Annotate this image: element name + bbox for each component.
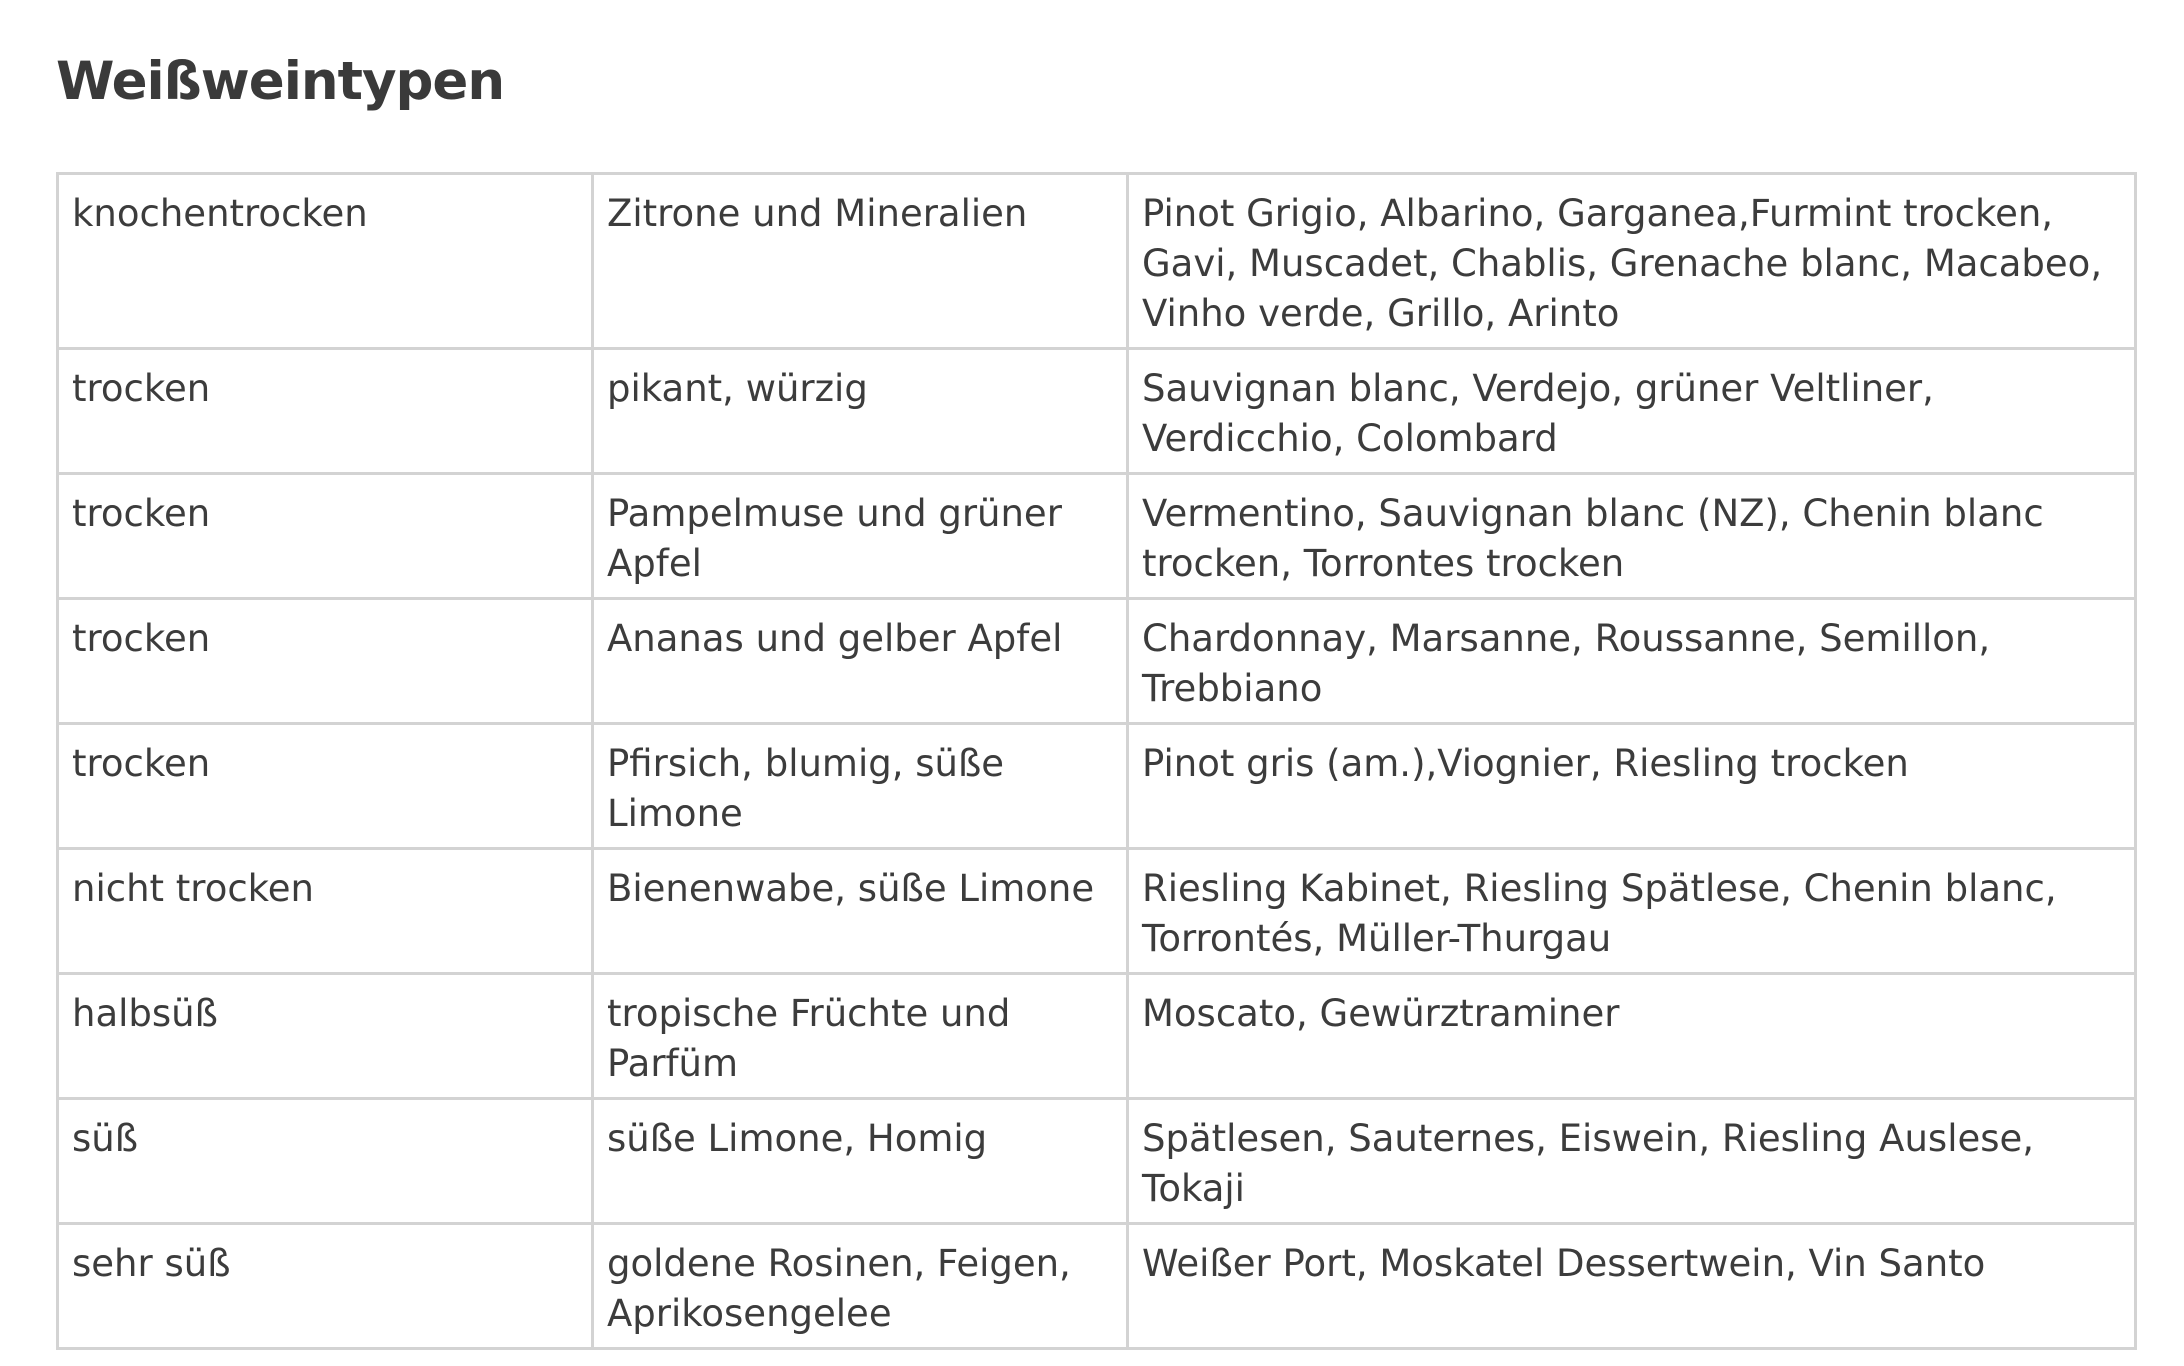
sweetness-cell: trocken xyxy=(58,474,593,599)
wine-types-table xyxy=(56,172,2137,1350)
aroma-cell: süße Limone, Homig xyxy=(593,1099,1128,1224)
document-page xyxy=(56,46,2134,1350)
sweetness-cell: halbsüß xyxy=(58,974,593,1099)
varieties-cell: Pinot gris (am.),Viognier, Riesling trocken xyxy=(1128,724,2136,849)
sweetness-cell: knochentrocken xyxy=(58,174,593,349)
sweetness-cell: sehr süß xyxy=(58,1224,593,1349)
table-row xyxy=(58,974,2136,1099)
varieties-cell: Riesling Kabinet, Riesling Spätlese, Chenin blanc, Torrontés, Müller-Thurgau xyxy=(1128,849,2136,974)
sweetness-cell: trocken xyxy=(58,349,593,474)
aroma-cell: tropische Früchte und Parfüm xyxy=(593,974,1128,1099)
aroma-cell: Pfirsich, blumig, süße Limone xyxy=(593,724,1128,849)
sweetness-cell: nicht trocken xyxy=(58,849,593,974)
aroma-cell: Pampelmuse und grüner Apfel xyxy=(593,474,1128,599)
varieties-cell: Sauvignan blanc, Verdejo, grüner Veltliner, Verdicchio, Colombard xyxy=(1128,349,2136,474)
aroma-cell: Ananas und gelber Apfel xyxy=(593,599,1128,724)
aroma-cell: Zitrone und Mineralien xyxy=(593,174,1128,349)
page-title: Weißweintypen xyxy=(56,51,505,112)
varieties-cell: Vermentino, Sauvignan blanc (NZ), Chenin blanc trocken, Torrontes trocken xyxy=(1128,474,2136,599)
table-row xyxy=(58,1224,2136,1349)
varieties-cell: Weißer Port, Moskatel Dessertwein, Vin Santo xyxy=(1128,1224,2136,1349)
sweetness-cell: trocken xyxy=(58,724,593,849)
table-row xyxy=(58,349,2136,474)
varieties-cell: Pinot Grigio, Albarino, Garganea,Furmint trocken, Gavi, Muscadet, Chablis, Grenache blanc, Macabeo, Vinho verde, Grillo, Arinto xyxy=(1128,174,2136,349)
table-row xyxy=(58,724,2136,849)
sweetness-cell: trocken xyxy=(58,599,593,724)
table-row xyxy=(58,474,2136,599)
table-row xyxy=(58,174,2136,349)
varieties-cell: Chardonnay, Marsanne, Roussanne, Semillon, Trebbiano xyxy=(1128,599,2136,724)
sweetness-cell: süß xyxy=(58,1099,593,1224)
varieties-cell: Spätlesen, Sauternes, Eiswein, Riesling Auslese, Tokaji xyxy=(1128,1099,2136,1224)
aroma-cell: Bienenwabe, süße Limone xyxy=(593,849,1128,974)
table-row xyxy=(58,599,2136,724)
table-row xyxy=(58,1099,2136,1224)
table-row xyxy=(58,849,2136,974)
varieties-cell: Moscato, Gewürztraminer xyxy=(1128,974,2136,1099)
aroma-cell: goldene Rosinen, Feigen, Aprikosengelee xyxy=(593,1224,1128,1349)
aroma-cell: pikant, würzig xyxy=(593,349,1128,474)
